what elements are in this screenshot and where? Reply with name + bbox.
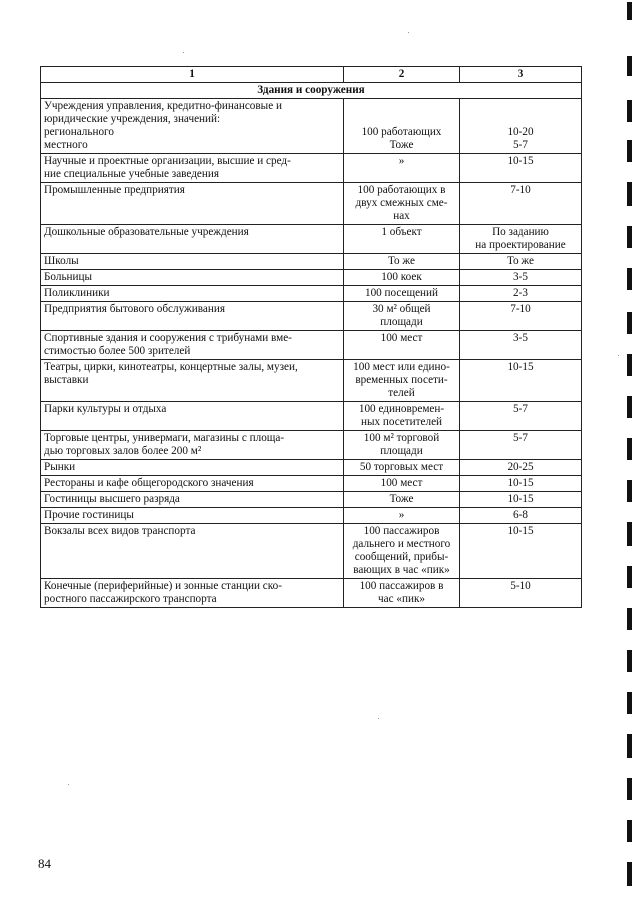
page-number: 84: [38, 856, 51, 871]
table-row: [41, 360, 582, 402]
cell-line: 1 объект: [381, 226, 422, 238]
table-row: [41, 402, 582, 431]
cell-line: 10-15: [507, 525, 534, 537]
cell-line: Вокзалы всех видов транспорта: [44, 525, 196, 537]
cell-line: 100 пассажиров: [363, 525, 440, 537]
scan-speck: [183, 52, 184, 53]
cell-line: ных посетителей: [360, 416, 443, 428]
cell-line: вающих в час «пик»: [353, 564, 450, 576]
scan-mark: [627, 778, 632, 800]
scan-speck: [408, 32, 409, 33]
section-row: [41, 83, 582, 99]
cell-line: Поликлиники: [44, 287, 110, 299]
cell-line: 10-15: [507, 361, 534, 373]
cell-line: 5-7: [513, 139, 528, 151]
spaces-cell: [460, 183, 582, 225]
spaces-cell: [460, 492, 582, 508]
unit-cell: [344, 360, 460, 402]
cell-line: 100 единовремен-: [358, 403, 445, 415]
cell-line: двух смежных сме-: [355, 197, 448, 209]
scan-mark: [627, 182, 632, 206]
cell-line: регионального: [44, 126, 114, 138]
facility-cell: [41, 476, 344, 492]
cell-line: 100 мест: [380, 332, 423, 344]
scan-mark: [627, 820, 632, 842]
cell-line: 100 работающих: [361, 126, 442, 138]
column-number-3: 3: [460, 67, 582, 83]
spaces-cell: [460, 460, 582, 476]
facility-cell: [41, 360, 344, 402]
cell-line: Прочие гостиницы: [44, 509, 134, 521]
unit-cell: [344, 154, 460, 183]
table-body: [41, 67, 582, 608]
cell-line: площади: [380, 316, 423, 328]
scan-mark: [627, 100, 632, 122]
spaces-cell: [460, 524, 582, 579]
cell-line: 3-5: [513, 271, 528, 283]
cell-line: 10-15: [507, 155, 534, 167]
cell-line: на проектирование: [475, 239, 566, 251]
cell-line: Больницы: [44, 271, 93, 283]
scan-speck: [68, 784, 69, 785]
unit-cell: [344, 492, 460, 508]
facility-cell: [41, 154, 344, 183]
unit-cell: [344, 524, 460, 579]
spaces-cell: [460, 579, 582, 608]
cell-line: 10-15: [507, 493, 534, 505]
facility-cell: [41, 402, 344, 431]
spaces-cell: [460, 508, 582, 524]
scan-mark: [627, 692, 632, 714]
spaces-cell: [460, 331, 582, 360]
cell-line: 7-10: [510, 303, 531, 315]
scan-mark: [627, 396, 632, 418]
cell-line: час «пик»: [378, 593, 425, 605]
scan-mark: [627, 734, 632, 758]
cell-line: [347, 113, 456, 126]
spaces-cell: [460, 302, 582, 331]
cell-line: Спортивные здания и сооружения с трибунами вме-: [44, 332, 292, 344]
cell-line: 100 работающих в: [357, 184, 446, 196]
scan-mark: [627, 480, 632, 502]
scan-mark: [627, 862, 632, 886]
cell-line: 100 мест или едино-: [353, 361, 450, 373]
unit-cell: [344, 331, 460, 360]
cell-line: временных посети-: [355, 374, 448, 386]
table-row: [41, 460, 582, 476]
cell-line: То же: [388, 255, 415, 267]
scan-mark: [627, 522, 632, 546]
scan-mark: [627, 650, 632, 672]
cell-line: По заданию: [492, 226, 549, 238]
cell-line: Торговые центры, универмаги, магазины с площа-: [44, 432, 285, 444]
column-number-row: [41, 67, 582, 83]
table-row: [41, 524, 582, 579]
facility-cell: [41, 460, 344, 476]
cell-line: Учреждения управления, кредитно-финансовые и: [44, 100, 282, 112]
cell-line: 6-8: [513, 509, 528, 521]
facility-cell: [41, 302, 344, 331]
scan-mark: [627, 226, 632, 248]
cell-line: [463, 113, 578, 126]
cell-line: 100 посещений: [364, 287, 439, 299]
cell-line: Театры, цирки, кинотеатры, концертные залы, музеи,: [44, 361, 298, 373]
spaces-cell: [460, 431, 582, 460]
facility-cell: [41, 508, 344, 524]
scan-mark: [627, 2, 632, 20]
unit-cell: [344, 254, 460, 270]
cell-line: выставки: [44, 374, 89, 386]
cell-line: юридические учреждения, значений:: [44, 113, 221, 125]
cell-line: Школы: [44, 255, 79, 267]
spaces-cell: [460, 476, 582, 492]
scan-mark: [627, 312, 632, 334]
scan-mark: [627, 354, 632, 376]
unit-cell: [344, 579, 460, 608]
spaces-cell: [460, 225, 582, 254]
cell-line: 10-20: [507, 126, 534, 138]
spaces-cell: [460, 402, 582, 431]
cell-line: Гостиницы высшего разряда: [44, 493, 180, 505]
cell-line: 5-7: [513, 432, 528, 444]
cell-line: Конечные (периферийные) и зонные станции ско-: [44, 580, 282, 592]
unit-cell: [344, 99, 460, 154]
table-row: [41, 331, 582, 360]
cell-line: [347, 100, 456, 113]
facility-cell: [41, 183, 344, 225]
cell-line: 100 пассажиров в: [359, 580, 444, 592]
unit-cell: [344, 460, 460, 476]
cell-line: ние специальные учебные заведения: [44, 168, 219, 180]
spaces-cell: [460, 154, 582, 183]
facility-cell: [41, 99, 344, 154]
cell-line: дью торговых залов более 200 м²: [44, 445, 202, 457]
cell-line: 100 м² торговой: [363, 432, 440, 444]
cell-line: Дошкольные образовательные учреждения: [44, 226, 249, 238]
facility-cell: [41, 286, 344, 302]
scan-speck: [618, 355, 619, 356]
table-row: [41, 302, 582, 331]
cell-line: »: [398, 155, 405, 167]
scan-mark: [627, 608, 632, 630]
cell-line: Парки культуры и отдыха: [44, 403, 167, 415]
scan-edge-marks: [626, 0, 632, 905]
facility-cell: [41, 331, 344, 360]
cell-line: 30 м² общей: [372, 303, 431, 315]
cell-line: 100 мест: [380, 477, 423, 489]
cell-line: 7-10: [510, 184, 531, 196]
cell-line: Рестораны и кафе общегородского значения: [44, 477, 254, 489]
scan-mark: [627, 268, 632, 290]
unit-cell: [344, 183, 460, 225]
unit-cell: [344, 286, 460, 302]
cell-line: стимостью более 500 зрителей: [44, 345, 191, 357]
cell-line: ростного пассажирского транспорта: [44, 593, 217, 605]
parking-norms-table: [40, 66, 582, 608]
spaces-cell: [460, 270, 582, 286]
table-row: [41, 254, 582, 270]
cell-line: 5-10: [510, 580, 531, 592]
cell-line: сообщений, прибы-: [354, 551, 449, 563]
cell-line: местного: [44, 139, 88, 151]
table-row: [41, 99, 582, 154]
facility-cell: [41, 492, 344, 508]
scan-mark: [627, 56, 632, 76]
cell-line: 100 коек: [381, 271, 422, 283]
scan-mark: [627, 566, 632, 588]
table-row: [41, 492, 582, 508]
cell-line: 3-5: [513, 332, 528, 344]
table-row: [41, 286, 582, 302]
cell-line: Промышленные предприятия: [44, 184, 185, 196]
scan-mark: [627, 438, 632, 460]
unit-cell: [344, 225, 460, 254]
facility-cell: [41, 254, 344, 270]
table-row: [41, 508, 582, 524]
unit-cell: [344, 270, 460, 286]
cell-line: 20-25: [507, 461, 534, 473]
spaces-cell: [460, 286, 582, 302]
cell-line: 5-7: [513, 403, 528, 415]
cell-line: 2-3: [513, 287, 528, 299]
section-title: Здания и сооружения: [41, 83, 582, 99]
table-row: [41, 431, 582, 460]
cell-line: Рынки: [44, 461, 76, 473]
cell-line: нах: [393, 210, 410, 222]
unit-cell: [344, 508, 460, 524]
table-row: [41, 270, 582, 286]
unit-cell: [344, 476, 460, 492]
table-row: [41, 579, 582, 608]
cell-line: Научные и проектные организации, высшие и сред-: [44, 155, 291, 167]
cell-line: Предприятия бытового обслуживания: [44, 303, 225, 315]
spaces-cell: [460, 360, 582, 402]
facility-cell: [41, 431, 344, 460]
cell-line: дальнего и местного: [352, 538, 451, 550]
unit-cell: [344, 431, 460, 460]
table-row: [41, 154, 582, 183]
facility-cell: [41, 225, 344, 254]
cell-line: Тоже: [389, 493, 414, 505]
table-row: [41, 225, 582, 254]
unit-cell: [344, 302, 460, 331]
cell-line: [463, 100, 578, 113]
spaces-cell: [460, 254, 582, 270]
column-number-1: 1: [41, 67, 344, 83]
facility-cell: [41, 579, 344, 608]
scan-speck: [378, 718, 379, 719]
cell-line: телей: [388, 387, 415, 399]
table-row: [41, 183, 582, 225]
cell-line: площади: [380, 445, 423, 457]
cell-line: То же: [507, 255, 534, 267]
spaces-cell: [460, 99, 582, 154]
facility-cell: [41, 270, 344, 286]
cell-line: Тоже: [389, 139, 414, 151]
cell-line: 10-15: [507, 477, 534, 489]
column-number-2: 2: [344, 67, 460, 83]
table-row: [41, 476, 582, 492]
facility-cell: [41, 524, 344, 579]
cell-line: 50 торговых мест: [359, 461, 444, 473]
scan-mark: [627, 140, 632, 162]
unit-cell: [344, 402, 460, 431]
cell-line: »: [398, 509, 405, 521]
